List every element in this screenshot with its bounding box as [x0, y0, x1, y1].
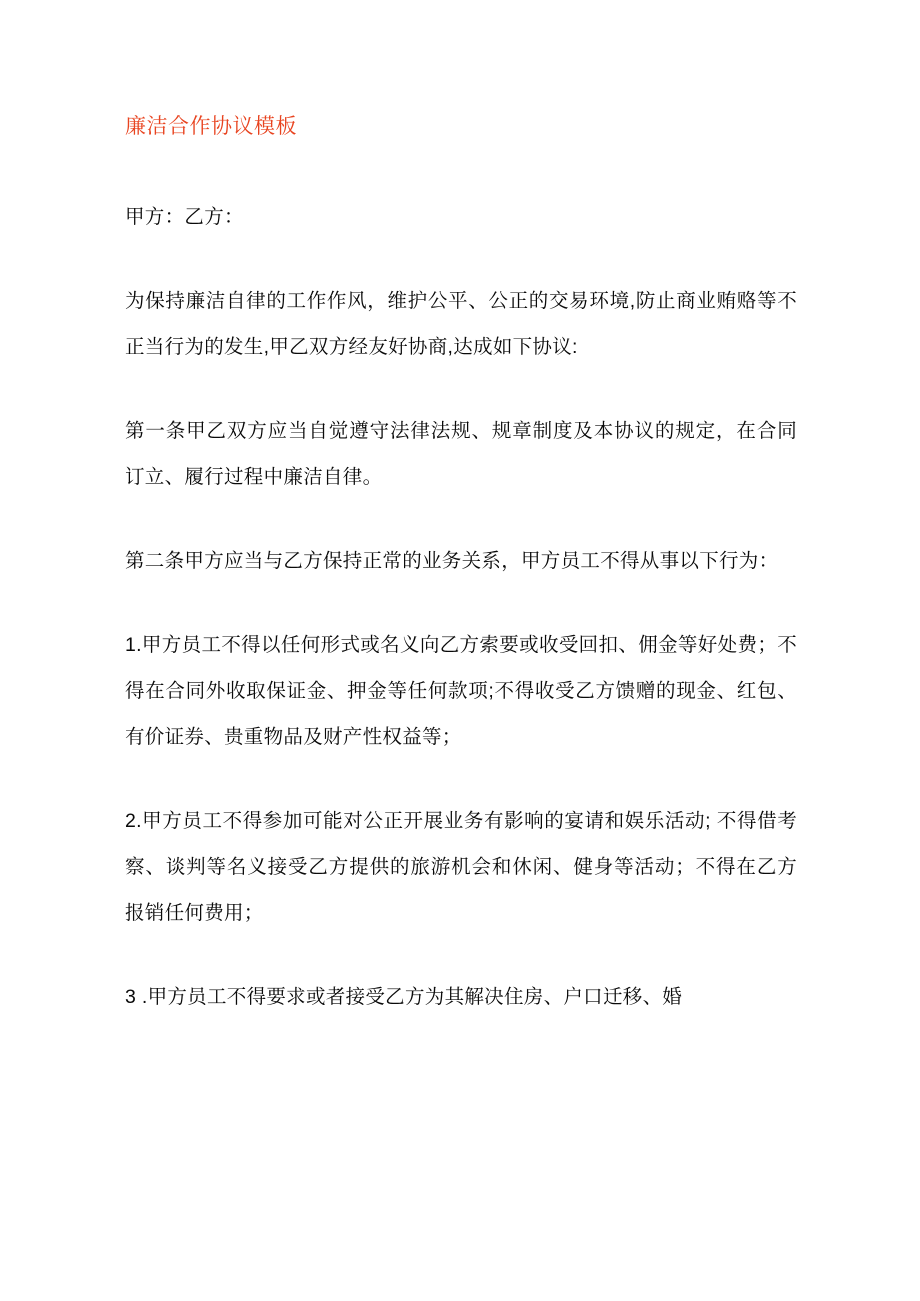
paragraph-item-3: 3 .甲方员工不得要求或者接受乙方为其解决住房、户口迁移、婚	[125, 986, 683, 1008]
document-title: 廉洁合作协议模板	[125, 115, 297, 138]
document-body	[125, 110, 797, 1020]
paragraph-parties: 甲方：乙方：	[125, 206, 244, 228]
paragraph-item-1: 1.甲方员工不得以任何形式或名义向乙方索要或收受回扣、佣金等好处费；不得在合同外收取保证金、押金等任何款项;不得收受乙方馈赠的现金、红包、有价证券、贵重物品及财产性权益等；	[125, 634, 797, 748]
paragraph-item-2: 2.甲方员工不得参加可能对公正开展业务有影响的宴请和娱乐活动; 不得借考察、谈判等名义接受乙方提供的旅游机会和休闲、健身等活动；不得在乙方报销任何费用；	[125, 810, 797, 924]
paragraph-article-2: 第二条甲方应当与乙方保持正常的业务关系，甲方员工不得从事以下行为：	[125, 550, 779, 572]
paragraph-preamble: 为保持廉洁自律的工作作风，维护公平、公正的交易环境,防止商业贿赂等不正当行为的发生,甲乙双方经友好协商,达成如下协议:	[125, 290, 797, 358]
paragraph-article-1: 第一条甲乙双方应当自觉遵守法律法规、规章制度及本协议的规定，在合同订立、履行过程中廉洁自律。	[125, 420, 797, 488]
